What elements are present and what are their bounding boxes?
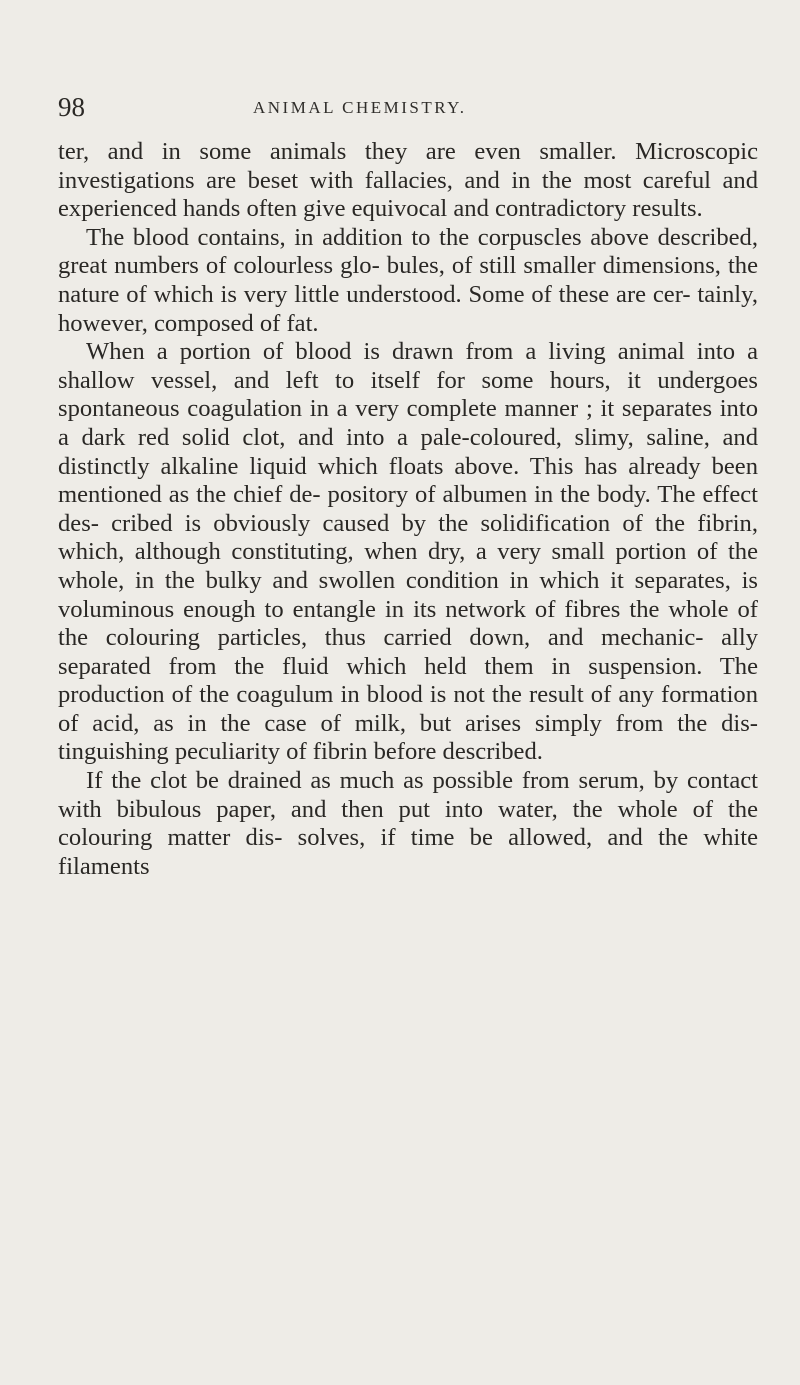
body-text: [58, 138, 758, 881]
paragraph-coagulation: When a portion of blood is drawn from a living animal into a shallow vessel, and left to itself for some hours, it undergoes spontaneous coagulation in a very complete manner ; it separates into a dark red solid clot, and into a pale-coloured, slimy, saline, and distinctly alkaline liquid which floats above. This has already been mentioned as the chief de- pository of albumen in the body. The effect des- cribed is obviously caused by the solidification of the fibrin, which, although constituting, when dry, a very small portion of the whole, in the bulky and swollen condition in which it separates, is voluminous enough to entangle in its network of fibres the whole of the colouring particles, thus carried down, and mechanic- ally separated from the fluid which held them in suspension. The production of the coagulum in blood is not the result of any formation of acid, as in the case of milk, but arises simply from the dis- tinguishing peculiarity of fibrin before described.: [58, 338, 758, 766]
paragraph-continuation: ter, and in some animals they are even smaller. Microscopic investigations are beset with fallacies, and in the most careful and experienced hands often give equivocal and contradictory results.: [58, 138, 758, 223]
paragraph-colourless-globules: The blood contains, in addition to the corpuscles above described, great numbers of colourless glo- bules, of still smaller dimensions, the nature of which is very little understood. Some of these are cer- tainly, however, composed of fat.: [58, 223, 758, 337]
page-header: [58, 92, 758, 122]
paragraph-clot-drained: If the clot be drained as much as possible from serum, by contact with bibulous paper, and then put into water, the whole of the colouring matter dis- solves, if time be allowed, and the white filaments: [58, 767, 758, 880]
page-number: 98: [58, 92, 85, 122]
running-head: ANIMAL CHEMISTRY.: [253, 98, 467, 117]
